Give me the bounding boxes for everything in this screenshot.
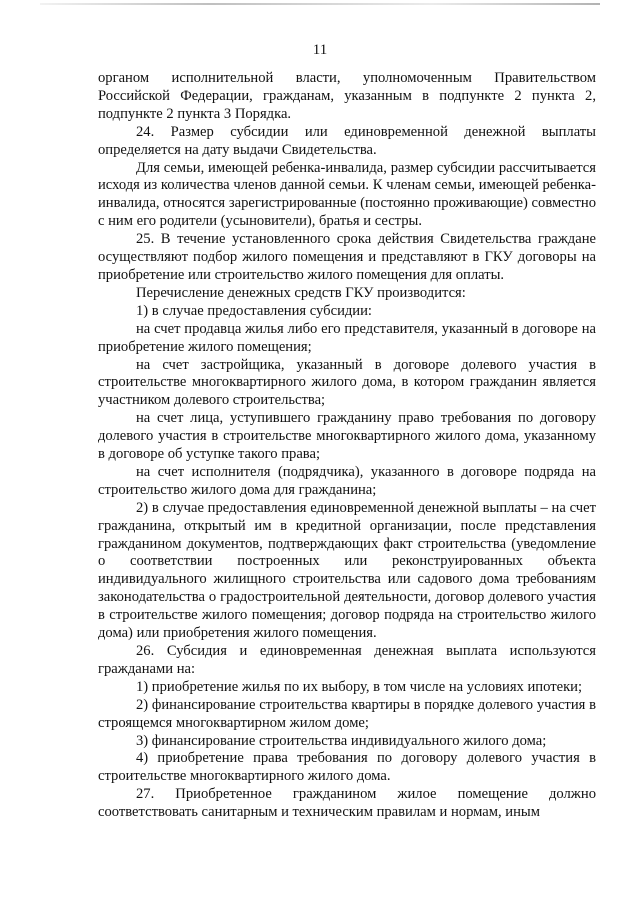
paragraph: 1) в случае предоставления субсидии: <box>136 302 372 319</box>
paragraph: на счет застройщика, указанный в договоре долевого участия в строительстве многоквартирного жилого дома, в котором гражданин является участником долевого строительства; <box>98 356 596 409</box>
paragraph: органом исполнительной власти, уполномоченным Правительством Российской Федерации, гражданам, указанным в подпункте 2 пункта 2, подпункте 2 пункта 3 Порядка. <box>98 70 596 122</box>
paragraph: 25. В течение установленного срока действия Свидетельства граждане осуществляют подбор жилого помещения и представляют в ГКУ договоры на приобретение или строительство жилого помещения для оплаты. <box>98 231 596 283</box>
paragraph: 4) приобретение права требования по договору долевого участия в строительстве многоквартирного жилого дома. <box>98 750 596 785</box>
paragraph: 27. Приобретенное гражданином жилое помещение должно соответствовать санитарным и техническим правилам и нормам, иным <box>98 786 596 821</box>
paragraph: 2) в случае предоставления единовременной денежной выплаты – на счет гражданина, открытый им в кредитной организации, после представления гражданином документов, подтверждающих факт строительства (уведомление о соответствии построенных или реконструированных объекта индивидуального жилищного строительства или садового дома требованиям законодательства о градостроительной деятельности, договор долевого участия в строительстве жилого помещения; договор подряда на строительство жилого дома) или приобретения жилого помещения. <box>98 499 596 642</box>
paragraph: 3) финансирование строительства индивидуального жилого дома; <box>136 732 547 749</box>
paragraph: Для семьи, имеющей ребенка-инвалида, размер субсидии рассчитывается исходя из количества членов данной семьи. К членам семьи, имеющей ребенка-инвалида, относятся зарегистрированные (постоянно проживающие) совместно с ним его родители (усыновители), братья и сестры. <box>98 159 596 230</box>
scan-artifact-line <box>40 3 600 5</box>
paragraph: на счет исполнителя (подрядчика), указанного в договоре подряда на строительство жилого дома для гражданина; <box>98 463 596 498</box>
paragraph: на счет продавца жилья либо его представителя, указанный в договоре на приобретение жилого помещения; <box>98 320 596 355</box>
paragraph: 24. Размер субсидии или единовременной денежной выплаты определяется на дату выдачи Свидетельства. <box>98 123 596 158</box>
paragraph: 2) финансирование строительства квартиры в порядке долевого участия в строящемся многоквартирном жилом доме; <box>98 696 596 731</box>
paragraph: 1) приобретение жилья по их выбору, в том числе на условиях ипотеки; <box>136 678 583 695</box>
document-body <box>98 70 596 822</box>
paragraph: Перечисление денежных средств ГКУ производится: <box>136 284 466 301</box>
paragraph: на счет лица, уступившего гражданину право требования по договору долевого участия в строительстве многоквартирного жилого дома, указанному в договоре об уступке такого права; <box>98 410 596 463</box>
page-number: 11 <box>312 42 328 58</box>
paragraph: 26. Субсидия и единовременная денежная выплата используются гражданами на: <box>98 643 596 677</box>
